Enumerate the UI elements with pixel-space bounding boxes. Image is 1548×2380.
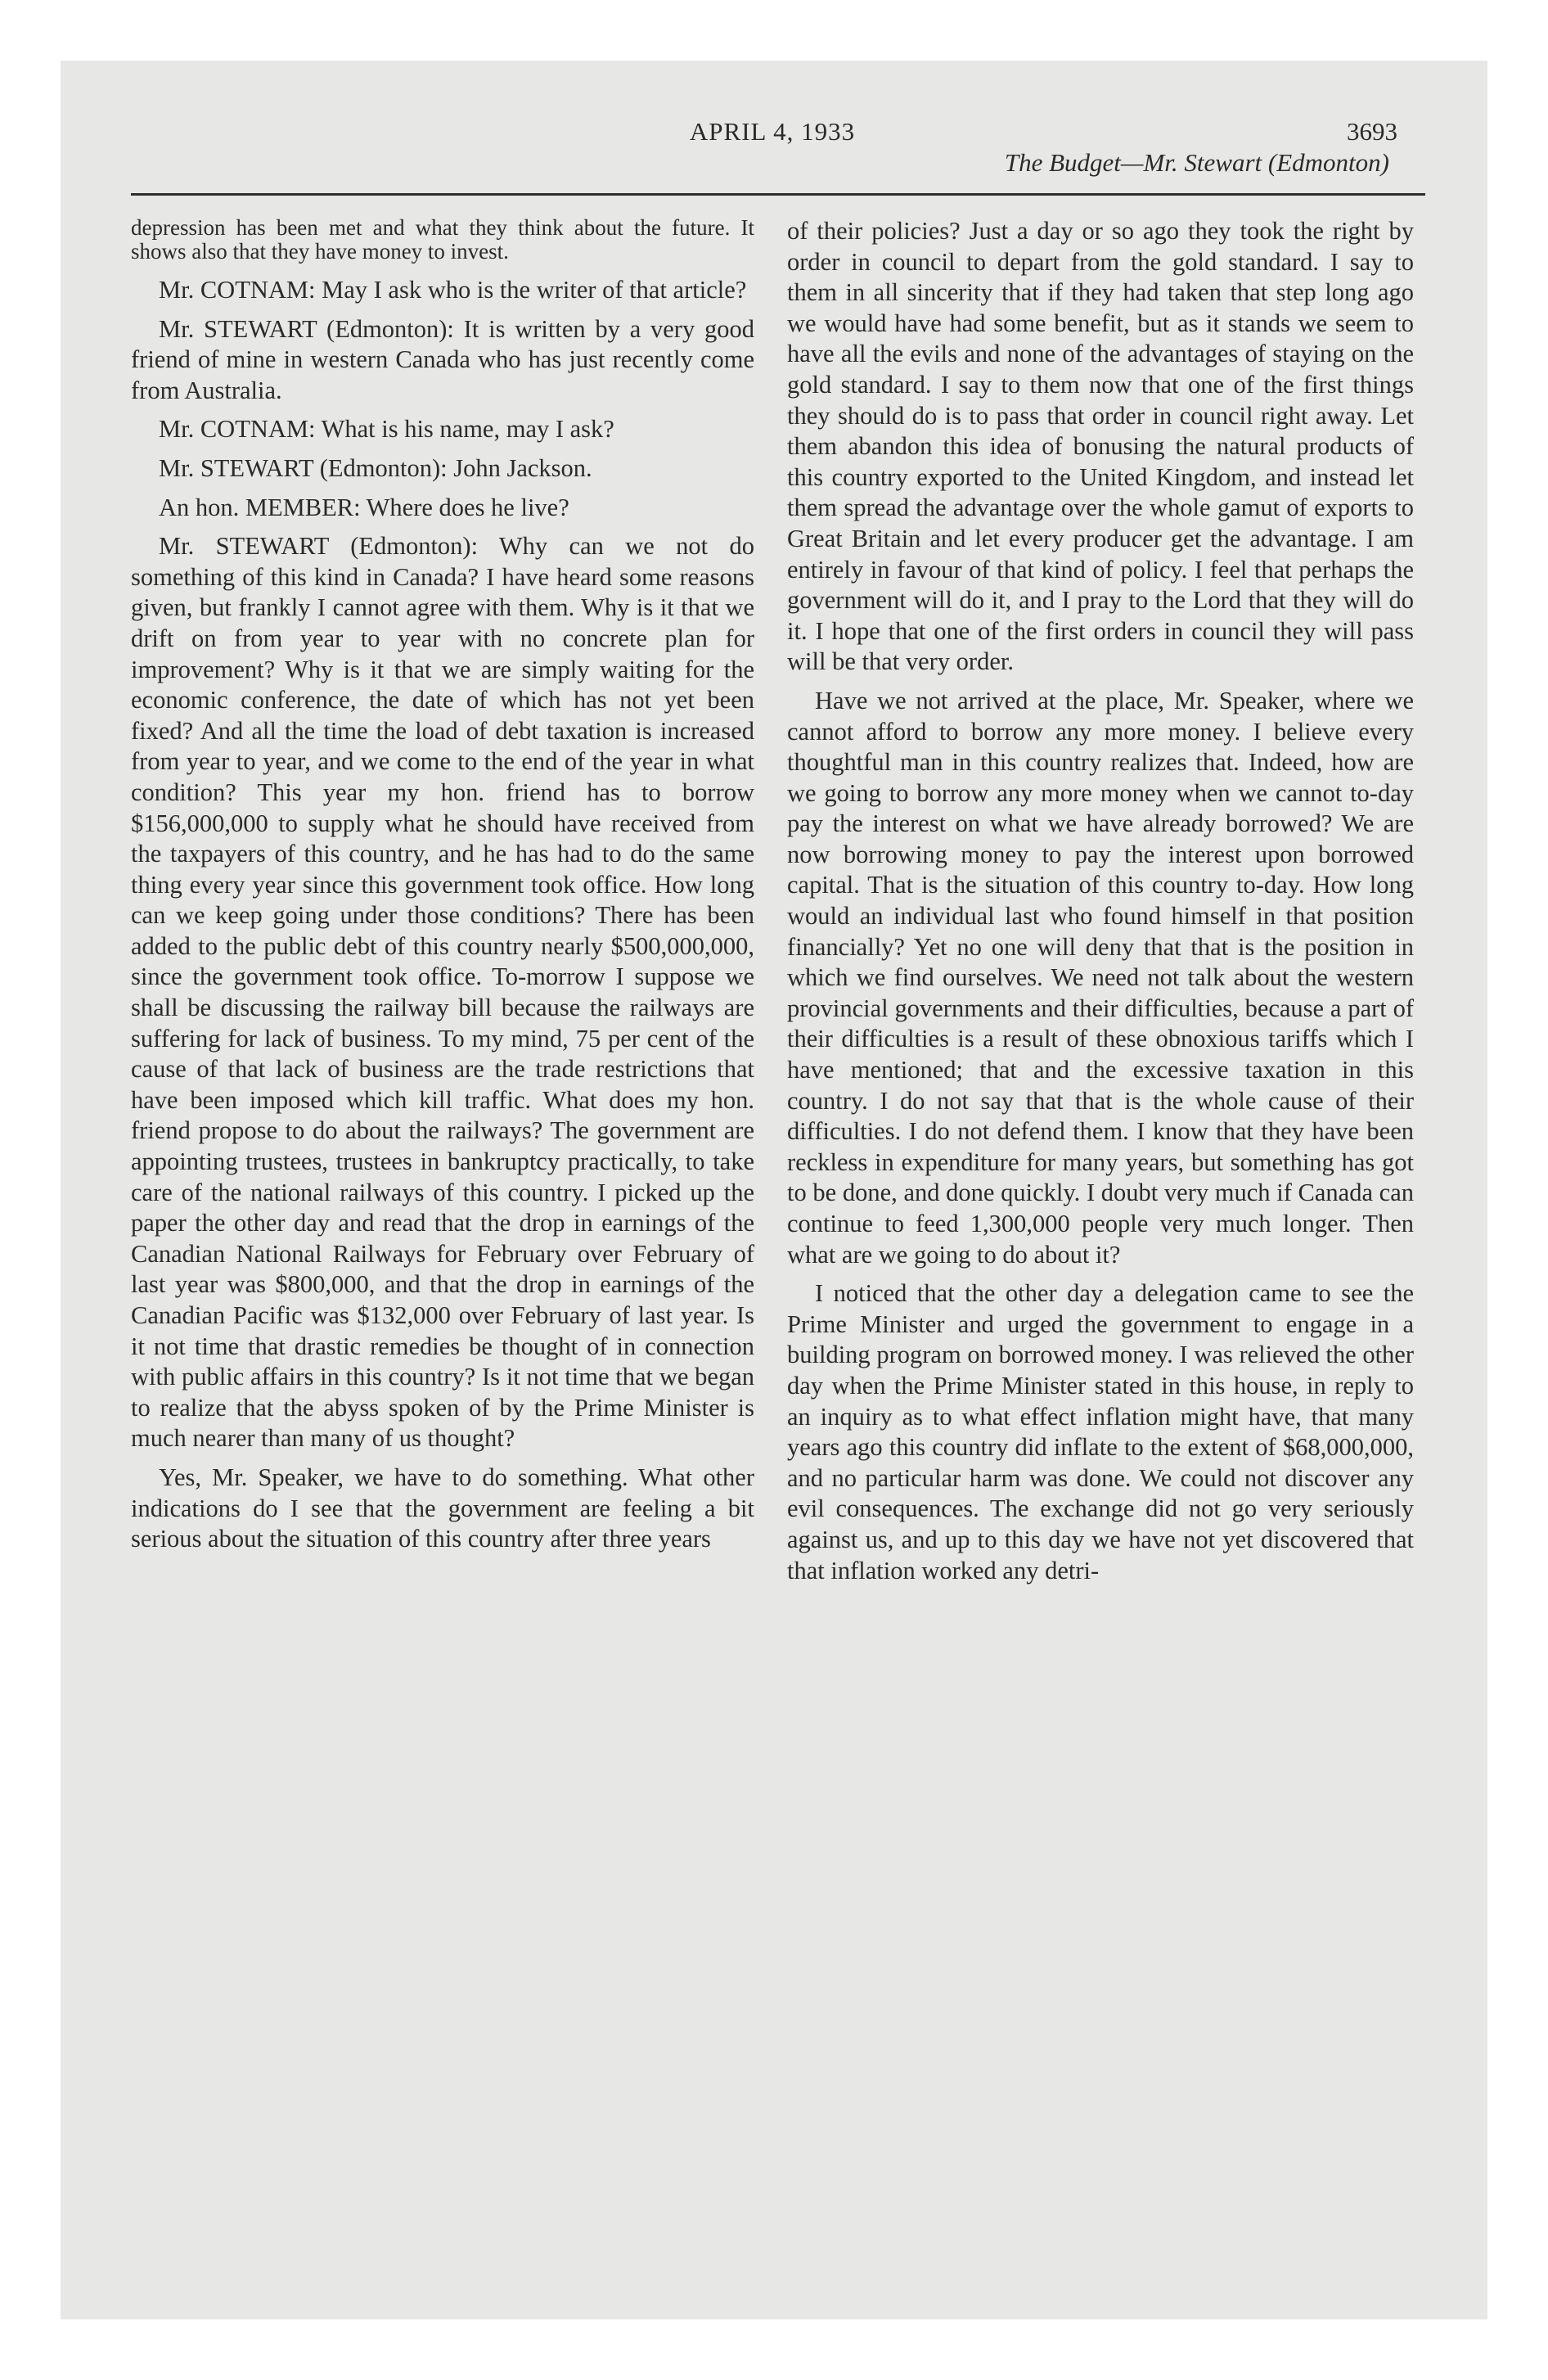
paragraph: Mr. COTNAM: May I ask who is the writer of that article? [159,276,747,304]
paragraph: Mr. COTNAM: What is his name, may I ask? [159,415,614,444]
paragraph: Have we not arrived at the place, Mr. Speaker, where we cannot afford to borrow any more money. I believe every thoughtful man in this country realizes that. Indeed, how are we going to borrow any more money when we cannot to-day pay the interest on what we have already borrowed? We are now borrowing money to pay the interest upon borrowed capital. That is the situation of this country to-day. How long would an individual last who found himself in that position financially? Yet no one will deny that that is the position in which we find ourselves. We need not talk about the western provincial governments and their difficulties, because a part of their difficulties is a result of these obnoxious tariffs which I have mentioned; that and the excessive taxation in this country. I do not say that that is the whole cause of their difficulties. I do not defend them. I know that they have been reckless in expenditure for many years, but something has got to be done, and done quickly. I doubt very much if Canada can continue to feed 1,300,000 people very much longer. Then what are we going to do about it? [787,686,1414,1269]
page-header [131,117,1414,191]
paragraph: of their policies? Just a day or so ago they took the right by order in council to depart from the gold standard. I say to them in all sincerity that if they had taken that step long ago we would have had some benefit, but as it stands we seem to have all the evils and none of the advantages of staying on the gold standard. I say to them now that one of the first things they should do is to pass that order in council right away. Let them abandon this idea of bonusing the natural products of this country exported to the United Kingdom, and instead let them spread the advantage over the whole gamut of exports to Great Britain and let every producer get the advantage. I am entirely in favour of that kind of policy. I feel that perhaps the government will do it, and I pray to the Lord that they will do it. I hope that one of the first orders in council they will pass will be that very order. [787,217,1414,676]
paragraph: Mr. STEWART (Edmonton): It is written by a very good friend of mine in western Canada who has just recently come from Australia. [131,314,754,404]
paragraph: I noticed that the other day a delegation came to see the Prime Minister and urged the government to engage in a building program on borrowed money. I was relieved the other day when the Prime Minister stated in this house, in reply to an inquiry as to what effect inflation might have, that many years ago this country did inflate to the extent of $68,000,000, and no particular harm was done. We could not discover any evil consequences. The exchange did not go very seriously against us, and up to this day we have not yet discovered that that inflation worked any detri- [787,1279,1414,1584]
paragraph: Mr. STEWART (Edmonton): Why can we not do something of this kind in Canada? I have heard some reasons given, but frankly I cannot agree with them. Why is it that we drift on from year to year with no concrete plan for improvement? Why is it that we are simply waiting for the economic conference, the date of which has not yet been fixed? And all the time the load of debt taxation is increased from year to year, and we come to the end of the year in what condition? This year my hon. friend has to borrow $156,000,000 to supply what he should have received from the taxpayers of this country, and he has had to do the same thing every year since this government took office. How long can we keep going under those conditions? There has been added to the public debt of this country nearly $500,000,000, since the government took office. To-morrow I suppose we shall be discussing the railway bill because the railways are suffering for lack of business. To my mind, 75 per cent of the cause of that lack of business are the trade restrictions that have been imposed which kill traffic. What does my hon. friend propose to do about the railways? The government are appointing trustees, trustees in bankruptcy practically, to take care of the national railways of this country. I picked up the paper the other day and read that the drop in earnings of the Canadian National Railways for February over February of last year was $800,000, and that the drop in earnings of the Canadian Pacific was $132,000 over February of last year. Is it not time that drastic remedies be thought of in connection with public affairs in this country? Is it not time that we began to realize that the abyss spoken of by the Prime Minister is much nearer than many of us thought? [131,532,754,1453]
header-rule [131,193,1425,196]
paragraph: Mr. STEWART (Edmonton): John Jackson. [159,453,592,482]
paragraph: An hon. MEMBER: Where does he live? [159,493,569,521]
page-date: APRIL 4, 1933 [689,117,856,146]
left-column [131,216,754,1563]
page-number: 3693 [1347,117,1397,146]
right-column [787,216,1414,1594]
paragraph: Yes, Mr. Speaker, we have to do something. What other indications do I see that the government are feeling a bit serious about the situation of this country after three years [131,1463,754,1553]
running-title: The Budget—Mr. Stewart (Edmonton) [1004,148,1389,177]
paragraph: depression has been met and what they think about the future. It shows also that they have money to invest. [131,215,754,264]
